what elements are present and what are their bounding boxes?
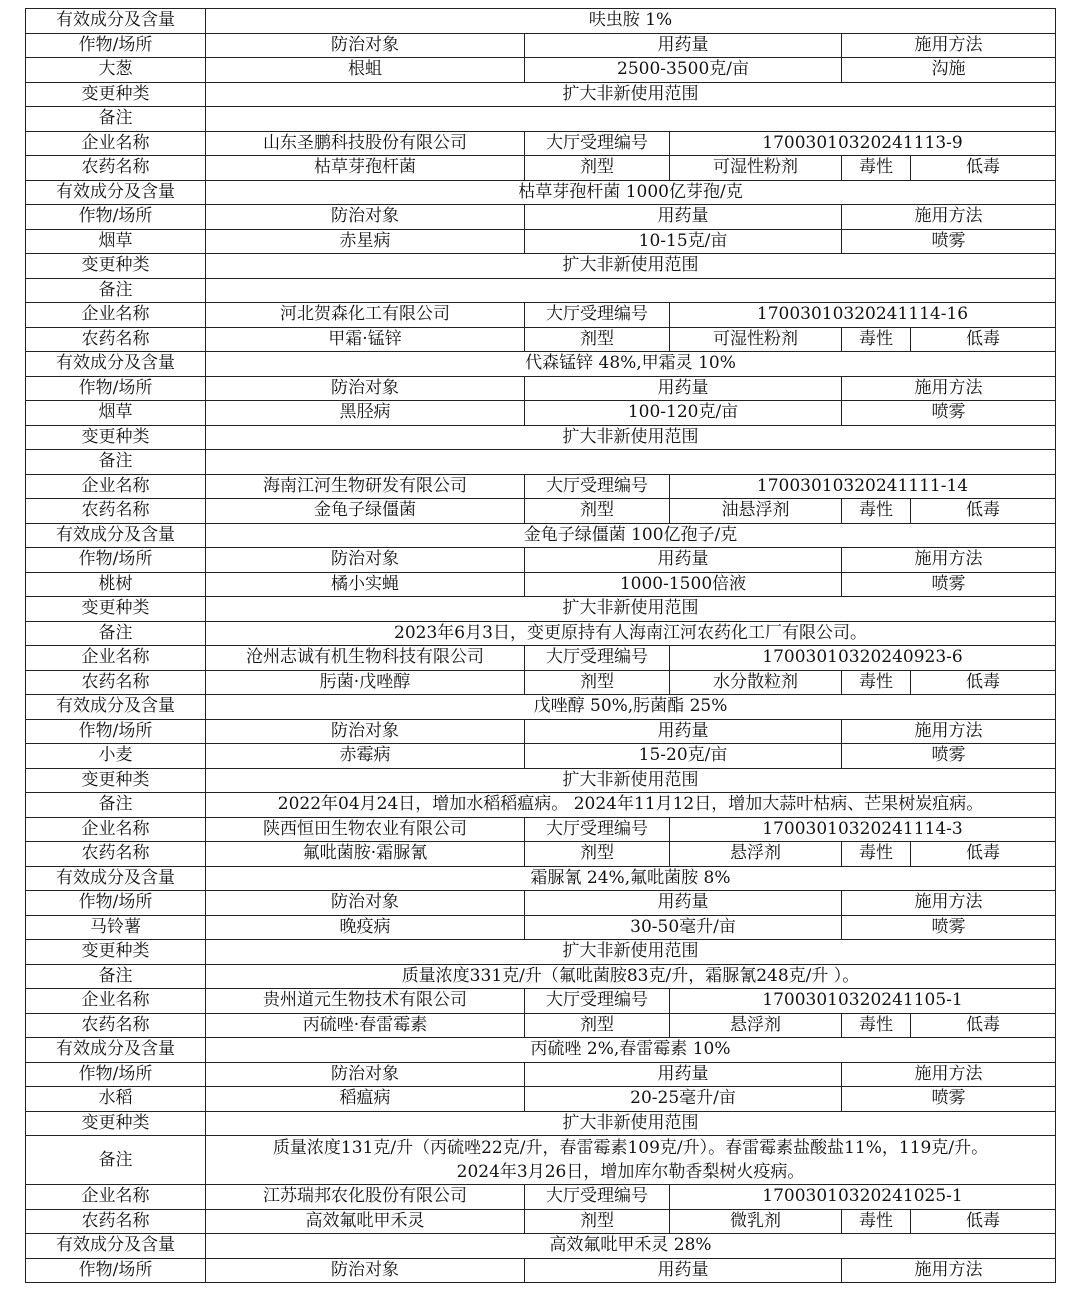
ingredient-row <box>26 866 1056 891</box>
ingredient-value: 霜脲氰 24%,氟吡菌胺 8% <box>206 866 1056 891</box>
toxicity-value: 低毒 <box>911 1209 1056 1234</box>
ingredient-row <box>26 523 1056 548</box>
table-body <box>26 9 1056 1283</box>
company-row <box>26 817 1056 842</box>
hall-no-value: 17003010320240923-6 <box>670 646 1056 671</box>
remarks-line-2: 2024年3月26日，增加库尔勒香梨树火疫病。 <box>456 1162 805 1182</box>
remarks-label: 备注 <box>26 1136 206 1185</box>
ingredient-label: 有效成分及含量 <box>26 9 206 34</box>
change-type-row <box>26 82 1056 107</box>
method-value: 喷雾 <box>842 572 1056 597</box>
ingredient-label: 有效成分及含量 <box>26 1038 206 1063</box>
crop-value: 烟草 <box>26 401 206 426</box>
crop-value: 小麦 <box>26 744 206 769</box>
method-header: 施用方法 <box>842 1062 1056 1087</box>
formulation-label: 剂型 <box>525 1209 670 1234</box>
ingredient-label: 有效成分及含量 <box>26 523 206 548</box>
use-row <box>26 229 1056 254</box>
company-label: 企业名称 <box>26 474 206 499</box>
dosage-header: 用药量 <box>525 376 842 401</box>
company-label: 企业名称 <box>26 131 206 156</box>
crop-header: 作物/场所 <box>26 891 206 916</box>
use-header-row <box>26 1062 1056 1087</box>
dosage-value: 10-15克/亩 <box>525 229 842 254</box>
remarks-row <box>26 621 1056 646</box>
formulation-label: 剂型 <box>525 1013 670 1038</box>
remarks-row <box>26 793 1056 818</box>
change-type-label: 变更种类 <box>26 1111 206 1136</box>
use-row <box>26 401 1056 426</box>
method-value: 喷雾 <box>842 229 1056 254</box>
formulation-value: 油悬浮剂 <box>670 499 842 524</box>
ingredient-value: 金龟子绿僵菌 100亿孢子/克 <box>206 523 1056 548</box>
dosage-header: 用药量 <box>525 33 842 58</box>
method-header: 施用方法 <box>842 1258 1056 1283</box>
ingredient-label: 有效成分及含量 <box>26 1234 206 1259</box>
company-row <box>26 646 1056 671</box>
pesticide-label: 农药名称 <box>26 1013 206 1038</box>
change-type-value: 扩大非新使用范围 <box>206 940 1056 965</box>
crop-value: 桃树 <box>26 572 206 597</box>
remarks-row <box>26 450 1056 475</box>
change-type-value: 扩大非新使用范围 <box>206 597 1056 622</box>
ingredient-row <box>26 695 1056 720</box>
dosage-header: 用药量 <box>525 1062 842 1087</box>
pesticide-value: 丙硫唑·春雷霉素 <box>206 1013 525 1038</box>
hall-no-label: 大厅受理编号 <box>525 474 670 499</box>
toxicity-value: 低毒 <box>911 327 1056 352</box>
formulation-value: 可湿性粉剂 <box>670 156 842 181</box>
toxicity-label: 毒性 <box>842 156 911 181</box>
use-row <box>26 744 1056 769</box>
dosage-header: 用药量 <box>525 1258 842 1283</box>
crop-header: 作物/场所 <box>26 33 206 58</box>
hall-no-value: 17003010320241025-1 <box>670 1185 1056 1210</box>
change-type-row <box>26 597 1056 622</box>
company-row <box>26 989 1056 1014</box>
ingredient-value: 代森锰锌 48%,甲霜灵 10% <box>206 352 1056 377</box>
formulation-value: 可湿性粉剂 <box>670 327 842 352</box>
remarks-label: 备注 <box>26 107 206 132</box>
pesticide-value: 金龟子绿僵菌 <box>206 499 525 524</box>
change-type-value: 扩大非新使用范围 <box>206 254 1056 279</box>
change-type-label: 变更种类 <box>26 254 206 279</box>
pesticide-value: 高效氟吡甲禾灵 <box>206 1209 525 1234</box>
hall-no-value: 17003010320241111-14 <box>670 474 1056 499</box>
target-value: 赤星病 <box>206 229 525 254</box>
pesticide-value: 甲霜·锰锌 <box>206 327 525 352</box>
pesticide-registration-table <box>25 8 1056 1283</box>
formulation-value: 悬浮剂 <box>670 1013 842 1038</box>
toxicity-value: 低毒 <box>911 1013 1056 1038</box>
use-row <box>26 572 1056 597</box>
dosage-header: 用药量 <box>525 719 842 744</box>
remarks-value <box>206 107 1056 132</box>
use-header-row <box>26 33 1056 58</box>
remarks-value <box>206 1136 1056 1185</box>
pesticide-label: 农药名称 <box>26 499 206 524</box>
company-row <box>26 303 1056 328</box>
ingredient-value: 呋虫胺 1% <box>206 9 1056 34</box>
use-header-row <box>26 376 1056 401</box>
change-type-value: 扩大非新使用范围 <box>206 1111 1056 1136</box>
pesticide-row <box>26 670 1056 695</box>
hall-no-value: 17003010320241113-9 <box>670 131 1056 156</box>
company-label: 企业名称 <box>26 817 206 842</box>
toxicity-label: 毒性 <box>842 1013 911 1038</box>
use-row <box>26 915 1056 940</box>
toxicity-value: 低毒 <box>911 156 1056 181</box>
crop-value: 水稻 <box>26 1087 206 1112</box>
crop-header: 作物/场所 <box>26 719 206 744</box>
change-type-value: 扩大非新使用范围 <box>206 82 1056 107</box>
pesticide-row <box>26 1209 1056 1234</box>
dosage-header: 用药量 <box>525 205 842 230</box>
remarks-row <box>26 278 1056 303</box>
target-value: 赤霉病 <box>206 744 525 769</box>
method-header: 施用方法 <box>842 376 1056 401</box>
pesticide-label: 农药名称 <box>26 327 206 352</box>
crop-value: 烟草 <box>26 229 206 254</box>
formulation-label: 剂型 <box>525 327 670 352</box>
company-label: 企业名称 <box>26 646 206 671</box>
target-header: 防治对象 <box>206 1258 525 1283</box>
company-row <box>26 1185 1056 1210</box>
use-row <box>26 1087 1056 1112</box>
method-header: 施用方法 <box>842 33 1056 58</box>
toxicity-label: 毒性 <box>842 499 911 524</box>
remarks-label: 备注 <box>26 450 206 475</box>
remarks-value <box>206 450 1056 475</box>
dosage-value: 15-20克/亩 <box>525 744 842 769</box>
change-type-row <box>26 1111 1056 1136</box>
dosage-value: 20-25毫升/亩 <box>525 1087 842 1112</box>
change-type-label: 变更种类 <box>26 940 206 965</box>
company-label: 企业名称 <box>26 303 206 328</box>
dosage-header: 用药量 <box>525 548 842 573</box>
toxicity-value: 低毒 <box>911 842 1056 867</box>
target-header: 防治对象 <box>206 548 525 573</box>
crop-header: 作物/场所 <box>26 1062 206 1087</box>
change-type-row <box>26 425 1056 450</box>
formulation-label: 剂型 <box>525 156 670 181</box>
use-header-row <box>26 548 1056 573</box>
remarks-row <box>26 964 1056 989</box>
hall-no-value: 17003010320241114-16 <box>670 303 1056 328</box>
toxicity-label: 毒性 <box>842 670 911 695</box>
remarks-row <box>26 1136 1056 1185</box>
ingredient-row <box>26 9 1056 34</box>
remarks-value: 2022年04月24日，增加水稻稻瘟病。 2024年11月12日，增加大蒜叶枯病、芒果树炭疽病。 <box>206 793 1056 818</box>
hall-no-label: 大厅受理编号 <box>525 131 670 156</box>
hall-no-value: 17003010320241105-1 <box>670 989 1056 1014</box>
ingredient-row <box>26 352 1056 377</box>
dosage-value: 30-50毫升/亩 <box>525 915 842 940</box>
hall-no-label: 大厅受理编号 <box>525 1185 670 1210</box>
target-header: 防治对象 <box>206 891 525 916</box>
hall-no-value: 17003010320241114-3 <box>670 817 1056 842</box>
remarks-value: 2023年6月3日，变更原持有人海南江河农药化工厂有限公司。 <box>206 621 1056 646</box>
remarks-value <box>206 278 1056 303</box>
target-value: 根蛆 <box>206 58 525 83</box>
target-header: 防治对象 <box>206 205 525 230</box>
pesticide-value: 氟吡菌胺·霜脲氰 <box>206 842 525 867</box>
company-value: 陕西恒田生物农业有限公司 <box>206 817 525 842</box>
dosage-value: 100-120克/亩 <box>525 401 842 426</box>
remarks-label: 备注 <box>26 621 206 646</box>
target-header: 防治对象 <box>206 719 525 744</box>
method-value: 喷雾 <box>842 401 1056 426</box>
dosage-value: 1000-1500倍液 <box>525 572 842 597</box>
company-value: 山东圣鹏科技股份有限公司 <box>206 131 525 156</box>
toxicity-label: 毒性 <box>842 842 911 867</box>
formulation-label: 剂型 <box>525 499 670 524</box>
target-value: 橘小实蝇 <box>206 572 525 597</box>
use-header-row <box>26 1258 1056 1283</box>
company-value: 贵州道元生物技术有限公司 <box>206 989 525 1014</box>
remarks-label: 备注 <box>26 964 206 989</box>
crop-header: 作物/场所 <box>26 376 206 401</box>
pesticide-row <box>26 327 1056 352</box>
use-row <box>26 58 1056 83</box>
company-label: 企业名称 <box>26 1185 206 1210</box>
pesticide-row <box>26 156 1056 181</box>
formulation-value: 微乳剂 <box>670 1209 842 1234</box>
use-header-row <box>26 891 1056 916</box>
ingredient-label: 有效成分及含量 <box>26 180 206 205</box>
dosage-value: 2500-3500克/亩 <box>525 58 842 83</box>
method-header: 施用方法 <box>842 719 1056 744</box>
company-value: 沧州志诚有机生物科技有限公司 <box>206 646 525 671</box>
pesticide-label: 农药名称 <box>26 842 206 867</box>
change-type-label: 变更种类 <box>26 597 206 622</box>
pesticide-row <box>26 842 1056 867</box>
remarks-label: 备注 <box>26 278 206 303</box>
crop-value: 大葱 <box>26 58 206 83</box>
pesticide-value: 枯草芽孢杆菌 <box>206 156 525 181</box>
toxicity-label: 毒性 <box>842 327 911 352</box>
formulation-label: 剂型 <box>525 842 670 867</box>
pesticide-row <box>26 1013 1056 1038</box>
change-type-row <box>26 254 1056 279</box>
toxicity-value: 低毒 <box>911 499 1056 524</box>
crop-header: 作物/场所 <box>26 548 206 573</box>
method-value: 沟施 <box>842 58 1056 83</box>
method-value: 喷雾 <box>842 1087 1056 1112</box>
ingredient-row <box>26 180 1056 205</box>
remarks-line-1: 质量浓度131克/升（丙硫唑22克/升，春雷霉素109克/升）。春雷霉素盐酸盐11%，119克/升。 <box>272 1138 989 1158</box>
company-value: 江苏瑞邦农化股份有限公司 <box>206 1185 525 1210</box>
ingredient-value: 丙硫唑 2%,春雷霉素 10% <box>206 1038 1056 1063</box>
hall-no-label: 大厅受理编号 <box>525 989 670 1014</box>
method-header: 施用方法 <box>842 891 1056 916</box>
use-header-row <box>26 205 1056 230</box>
change-type-label: 变更种类 <box>26 82 206 107</box>
pesticide-label: 农药名称 <box>26 670 206 695</box>
pesticide-label: 农药名称 <box>26 1209 206 1234</box>
change-type-row <box>26 768 1056 793</box>
method-value: 喷雾 <box>842 744 1056 769</box>
formulation-value: 水分散粒剂 <box>670 670 842 695</box>
remarks-row <box>26 107 1056 132</box>
ingredient-row <box>26 1038 1056 1063</box>
change-type-value: 扩大非新使用范围 <box>206 768 1056 793</box>
ingredient-label: 有效成分及含量 <box>26 866 206 891</box>
pesticide-row <box>26 499 1056 524</box>
method-value: 喷雾 <box>842 915 1056 940</box>
toxicity-value: 低毒 <box>911 670 1056 695</box>
toxicity-label: 毒性 <box>842 1209 911 1234</box>
company-value: 河北贺森化工有限公司 <box>206 303 525 328</box>
company-label: 企业名称 <box>26 989 206 1014</box>
pesticide-label: 农药名称 <box>26 156 206 181</box>
pesticide-value: 肟菌·戊唑醇 <box>206 670 525 695</box>
crop-header: 作物/场所 <box>26 205 206 230</box>
formulation-value: 悬浮剂 <box>670 842 842 867</box>
method-header: 施用方法 <box>842 205 1056 230</box>
ingredient-label: 有效成分及含量 <box>26 352 206 377</box>
company-row <box>26 131 1056 156</box>
target-header: 防治对象 <box>206 33 525 58</box>
company-value: 海南江河生物研发有限公司 <box>206 474 525 499</box>
company-row <box>26 474 1056 499</box>
hall-no-label: 大厅受理编号 <box>525 646 670 671</box>
target-value: 晚疫病 <box>206 915 525 940</box>
target-value: 黑胫病 <box>206 401 525 426</box>
remarks-value: 质量浓度331克/升（氟吡菌胺83克/升，霜脲氰248克/升 ）。 <box>206 964 1056 989</box>
ingredient-label: 有效成分及含量 <box>26 695 206 720</box>
method-header: 施用方法 <box>842 548 1056 573</box>
ingredient-value: 高效氟吡甲禾灵 28% <box>206 1234 1056 1259</box>
change-type-label: 变更种类 <box>26 768 206 793</box>
change-type-value: 扩大非新使用范围 <box>206 425 1056 450</box>
ingredient-row <box>26 1234 1056 1259</box>
target-header: 防治对象 <box>206 1062 525 1087</box>
change-type-label: 变更种类 <box>26 425 206 450</box>
use-header-row <box>26 719 1056 744</box>
formulation-label: 剂型 <box>525 670 670 695</box>
crop-value: 马铃薯 <box>26 915 206 940</box>
crop-header: 作物/场所 <box>26 1258 206 1283</box>
dosage-header: 用药量 <box>525 891 842 916</box>
ingredient-value: 戊唑醇 50%,肟菌酯 25% <box>206 695 1056 720</box>
ingredient-value: 枯草芽孢杆菌 1000亿芽孢/克 <box>206 180 1056 205</box>
target-value: 稻瘟病 <box>206 1087 525 1112</box>
change-type-row <box>26 940 1056 965</box>
remarks-label: 备注 <box>26 793 206 818</box>
hall-no-label: 大厅受理编号 <box>525 817 670 842</box>
hall-no-label: 大厅受理编号 <box>525 303 670 328</box>
target-header: 防治对象 <box>206 376 525 401</box>
